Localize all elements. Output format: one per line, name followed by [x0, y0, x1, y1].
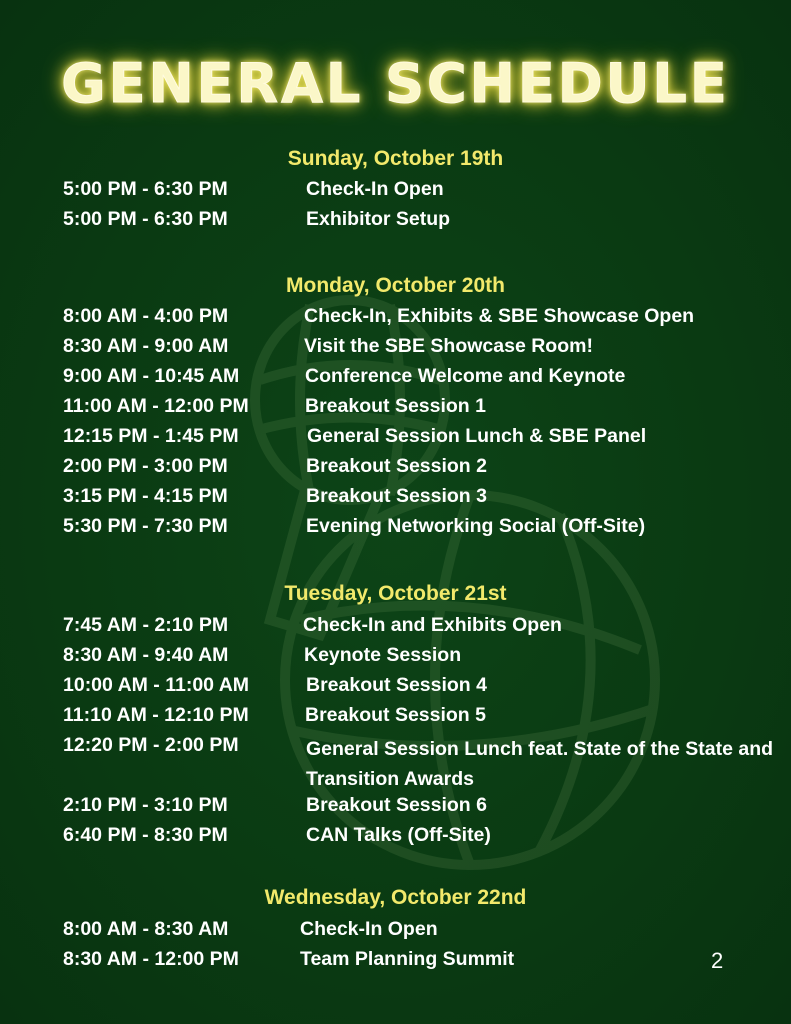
schedule-time: 5:30 PM - 7:30 PM — [63, 515, 228, 537]
schedule-row — [0, 948, 791, 978]
schedule-row — [0, 614, 791, 644]
schedule-time: 2:10 PM - 3:10 PM — [63, 794, 228, 816]
schedule-time: 5:00 PM - 6:30 PM — [63, 208, 228, 230]
schedule-event: Team Planning Summit — [300, 948, 515, 970]
day-heading-wednesday: Wednesday, October 22nd — [264, 886, 527, 909]
schedule-time: 6:40 PM - 8:30 PM — [63, 824, 228, 846]
schedule-row — [0, 515, 791, 545]
schedule-row — [0, 824, 791, 854]
schedule-event: Breakout Session 6 — [306, 794, 487, 816]
schedule-row — [0, 365, 791, 395]
schedule-event: Breakout Session 1 — [305, 395, 486, 417]
schedule-time: 2:00 PM - 3:00 PM — [63, 455, 228, 477]
page-number: 2 — [711, 948, 724, 973]
schedule-time: 11:00 AM - 12:00 PM — [63, 395, 249, 417]
schedule-event: Check-In and Exhibits Open — [303, 614, 562, 636]
schedule-time: 5:00 PM - 6:30 PM — [63, 178, 228, 200]
schedule-time: 12:15 PM - 1:45 PM — [63, 425, 239, 447]
schedule-event: Check-In Open — [306, 178, 444, 200]
schedule-row — [0, 704, 791, 734]
schedule-row — [0, 425, 791, 455]
schedule-event: CAN Talks (Off-Site) — [306, 824, 491, 846]
schedule-event: Visit the SBE Showcase Room! — [304, 335, 593, 357]
schedule-time: 8:30 AM - 12:00 PM — [63, 948, 239, 970]
schedule-event: Conference Welcome and Keynote — [305, 365, 626, 387]
schedule-row — [0, 918, 791, 948]
schedule-event: Evening Networking Social (Off-Site) — [306, 515, 646, 537]
schedule-event: Exhibitor Setup — [306, 208, 451, 230]
schedule-time: 11:10 AM - 12:10 PM — [63, 704, 249, 726]
day-heading-sunday: Sunday, October 19th — [287, 147, 504, 170]
schedule-row — [0, 178, 791, 208]
schedule-row — [0, 644, 791, 674]
schedule-row — [0, 794, 791, 824]
schedule-event: General Session Lunch & SBE Panel — [307, 425, 647, 447]
schedule-event: Breakout Session 4 — [306, 674, 487, 696]
schedule-event: Keynote Session — [304, 644, 462, 666]
schedule-row — [0, 455, 791, 485]
schedule-event: Breakout Session 3 — [306, 485, 487, 507]
schedule-time: 3:15 PM - 4:15 PM — [63, 485, 228, 507]
schedule-time: 8:30 AM - 9:40 AM — [63, 644, 229, 666]
schedule-row — [0, 395, 791, 425]
schedule-time: 10:00 AM - 11:00 AM — [63, 674, 250, 696]
schedule-row — [0, 485, 791, 515]
schedule-time: 7:45 AM - 2:10 PM — [63, 614, 229, 636]
schedule-row — [0, 734, 791, 794]
schedule-time: 8:00 AM - 4:00 PM — [63, 305, 229, 327]
schedule-row — [0, 305, 791, 335]
schedule-event: Check-In Open — [300, 918, 438, 940]
schedule-event: Breakout Session 5 — [305, 704, 486, 726]
page-title: GENERAL SCHEDULE — [61, 52, 730, 115]
schedule-time: 8:30 AM - 9:00 AM — [63, 335, 229, 357]
day-heading-tuesday: Tuesday, October 21st — [284, 582, 507, 605]
schedule-event: Check-In, Exhibits & SBE Showcase Open — [304, 305, 695, 327]
schedule-row — [0, 674, 791, 704]
schedule-time: 12:20 PM - 2:00 PM — [63, 734, 239, 756]
schedule-event: Breakout Session 2 — [306, 455, 487, 477]
schedule-row — [0, 335, 791, 365]
schedule-time: 9:00 AM - 10:45 AM — [63, 365, 240, 387]
day-heading-monday: Monday, October 20th — [286, 274, 505, 297]
schedule-event: General Session Lunch feat. State of the State and Transition Awards — [306, 738, 774, 790]
schedule-row — [0, 208, 791, 238]
schedule-time: 8:00 AM - 8:30 AM — [63, 918, 229, 940]
